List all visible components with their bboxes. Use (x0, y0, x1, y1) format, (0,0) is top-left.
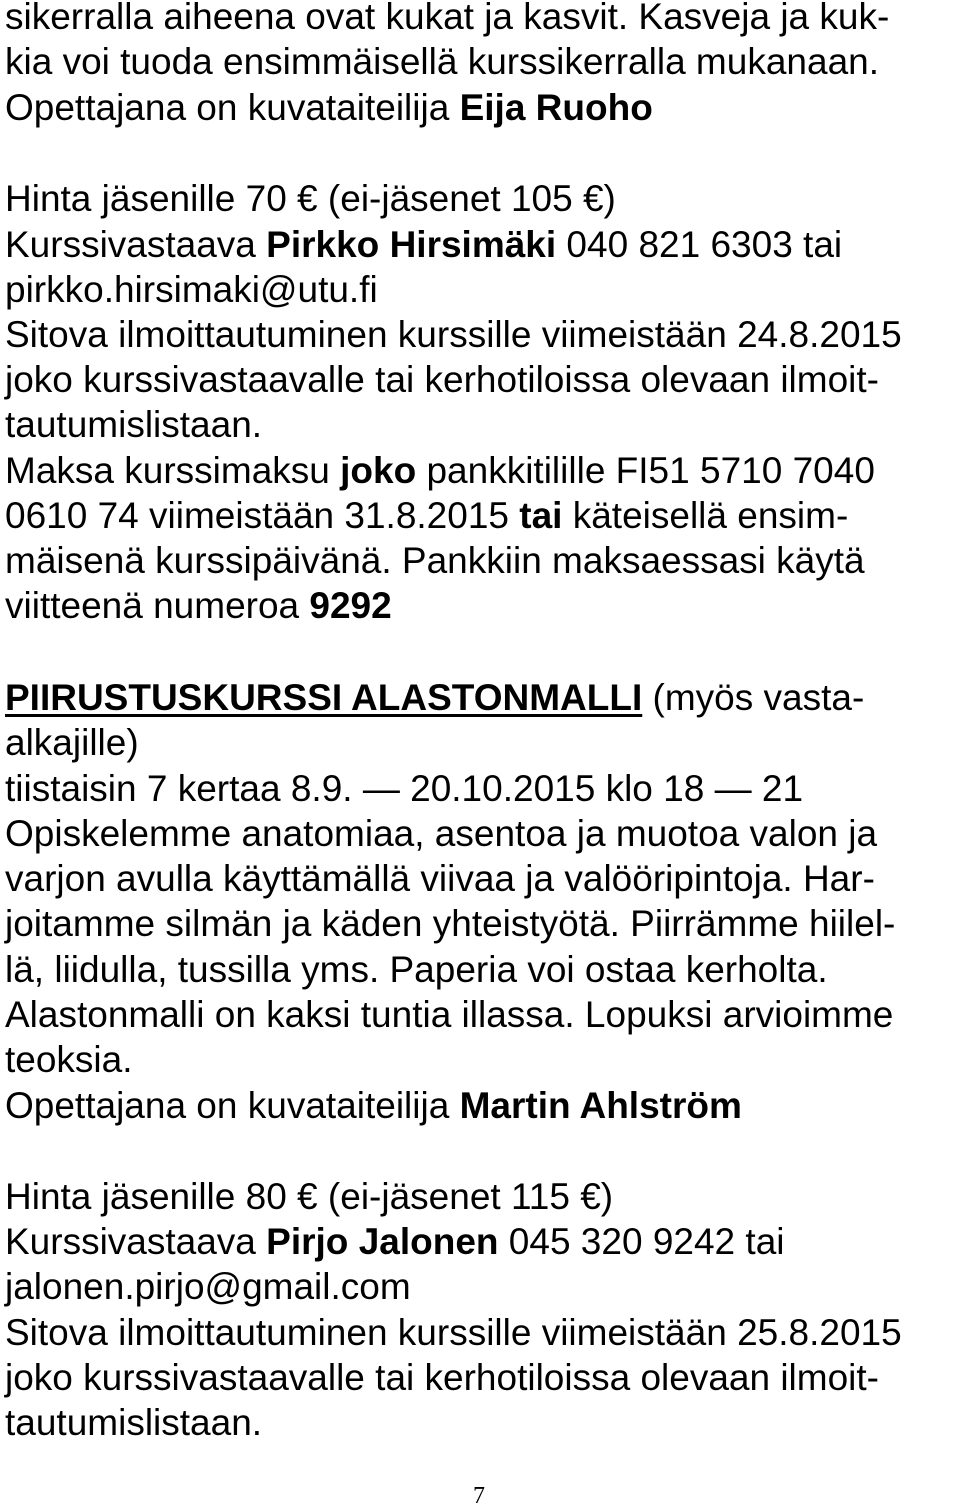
intro-line-1: sikerralla aiheena ovat kukat ja kasvit. Kasveja ja kuk- (5, 0, 890, 37)
course-price: Hinta jäsenille 80 € (ei-jäsenet 115 €) (5, 1176, 614, 1217)
course-teacher-line (5, 1083, 742, 1129)
payment-joko: joko (340, 450, 417, 491)
intro-signup-3: tautumislistaan. (5, 404, 263, 445)
course-schedule: tiistaisin 7 kertaa 8.9. — 20.10.2015 klo 18 — 21 (5, 768, 804, 809)
course-email: jalonen.pirjo@gmail.com (5, 1266, 411, 1307)
payment-cash: käteisellä ensim- (562, 495, 849, 536)
course-contact-name: Pirjo Jalonen (266, 1221, 499, 1262)
course-desc-2: varjon avulla käyttämällä viivaa ja valööripintoja. Har- (5, 858, 875, 899)
course-contact-label: Kurssivastaava (5, 1221, 267, 1262)
course-desc-4: lä, liidulla, tussilla yms. Paperia voi ostaa kerholta. (5, 949, 828, 990)
intro-email: pirkko.hirsimaki@utu.fi (5, 269, 378, 310)
course-desc-6: teoksia. (5, 1039, 133, 1080)
course-signup-2: joko kurssivastaavalle tai kerhotiloissa olevaan ilmoit- (5, 1357, 879, 1398)
page-number: 7 (473, 1483, 485, 1509)
intro-line-2: kia voi tuoda ensimmäisellä kurssikerralla mukanaan. (5, 41, 879, 82)
course-contact-phone: 045 320 9242 tai (498, 1221, 785, 1262)
course-contact-line (5, 1219, 785, 1265)
course-teacher-label: Opettajana on kuvataiteilija (5, 1085, 460, 1126)
intro-payment-3: mäisenä kurssipäivänä. Pankkiin maksaessasi käytä (5, 540, 865, 581)
intro-price: Hinta jäsenille 70 € (ei-jäsenet 105 €) (5, 178, 616, 219)
intro-teacher-name: Eija Ruoho (459, 87, 653, 128)
intro-contact-label: Kurssivastaava (5, 224, 267, 265)
course-desc-5: Alastonmalli on kaksi tuntia illassa. Lopuksi arvioimme (5, 994, 894, 1035)
payment-deadline: 0610 74 viimeistään 31.8.2015 (5, 495, 520, 536)
course-title-line (5, 675, 864, 721)
course-signup-1: Sitova ilmoittautuminen kurssille viimeistään 25.8.2015 (5, 1312, 902, 1353)
course-signup-3: tautumislistaan. (5, 1402, 263, 1443)
intro-contact-line (5, 222, 842, 268)
course-title-continued: alkajille) (5, 722, 139, 763)
course-title: PIIRUSTUSKURSSI ALASTONMALLI (5, 677, 643, 718)
payment-text: Maksa kurssimaksu (5, 450, 341, 491)
intro-payment-2 (5, 493, 848, 539)
payment-account: pankkitilille FI51 5710 7040 (416, 450, 875, 491)
intro-signup-2: joko kurssivastaavalle tai kerhotiloissa olevaan ilmoit- (5, 359, 879, 400)
intro-contact-phone: 040 821 6303 tai (556, 224, 843, 265)
course-desc-3: joitamme silmän ja käden yhteistyötä. Piirrämme hiilel- (5, 903, 896, 944)
intro-payment-4 (5, 583, 392, 629)
course-title-suffix: (myös vasta- (642, 677, 865, 718)
intro-contact-name: Pirkko Hirsimäki (266, 224, 557, 265)
course-desc-1: Opiskelemme anatomiaa, asentoa ja muotoa valon ja (5, 813, 878, 854)
intro-signup-1: Sitova ilmoittautuminen kurssille viimeistään 24.8.2015 (5, 314, 902, 355)
intro-teacher-line (5, 85, 653, 131)
intro-payment-1 (5, 448, 875, 494)
course-teacher-name: Martin Ahlström (459, 1085, 742, 1126)
reference-label: viitteenä numeroa (5, 585, 310, 626)
reference-number: 9292 (309, 585, 392, 626)
intro-teacher-label: Opettajana on kuvataiteilija (5, 87, 460, 128)
payment-tai: tai (519, 495, 563, 536)
